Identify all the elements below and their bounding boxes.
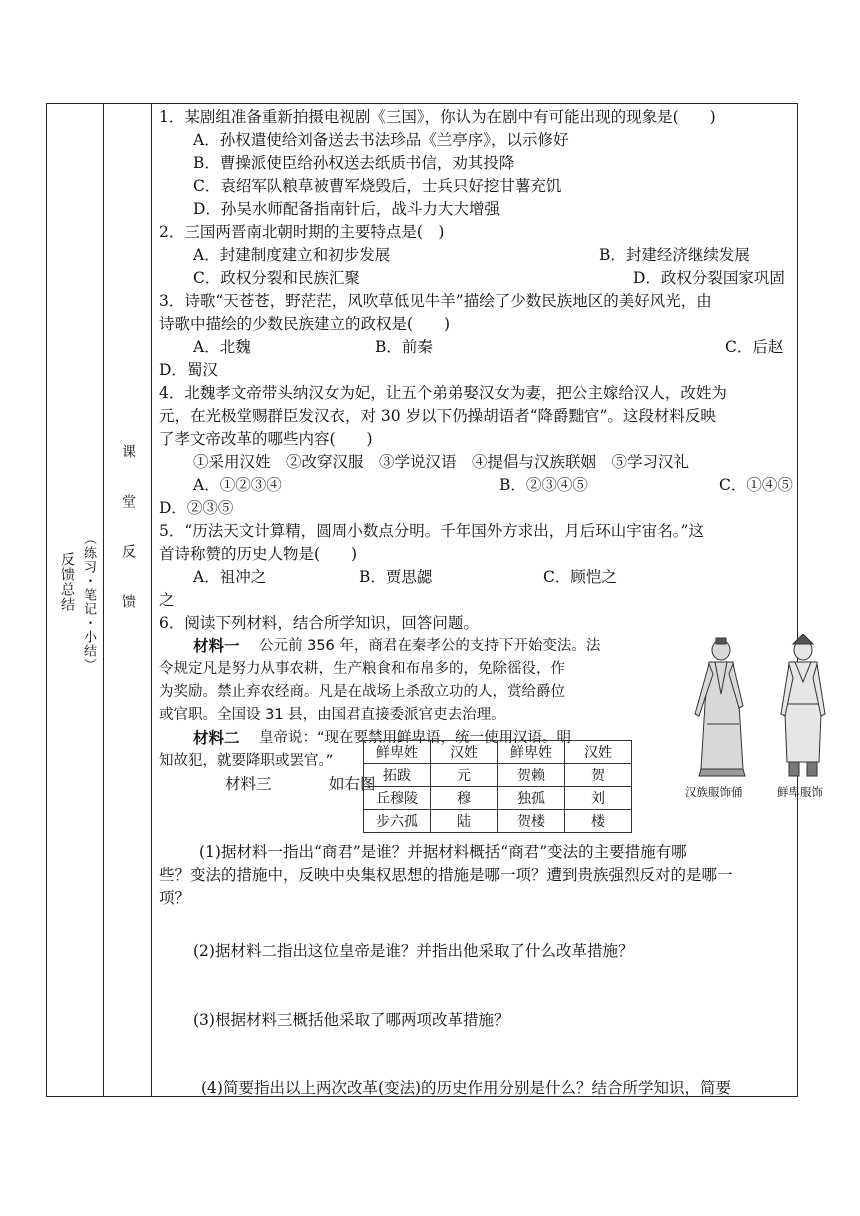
material1-line4: 或官职。全国设 31 县，由国君直接委派官吏去治理。 [159,707,506,723]
q4-line2: 元，在光极堂赐群臣发汉衣，对 30 岁以下仍操胡语者“降爵黜官”。这段材料反映 [159,407,716,425]
subquestion-4: (4)简要指出以上两次改革(变法)的历史作用分别是什么？结合所学知识，简要 [201,1079,732,1097]
table-cell: 穆 [431,787,498,810]
subquestion-1-line3: 项？ [159,889,191,907]
q6-stem: 6．阅读下列材料，结合所学知识，回答问题。 [159,614,479,632]
table-header-cell: 鲜卑姓 [498,741,565,764]
q3-option-b: B．前秦 [375,338,433,356]
table-cell: 贺楼 [498,810,565,833]
table-cell: 贺 [565,764,632,787]
q3-option-a: A．北魏 [193,338,251,356]
q4-line1: 4．北魏孝文帝带头纳汉女为妃，让五个弟弟娶汉女为妻，把公主嫁给汉人，改姓为 [159,384,727,402]
table-cell: 贺赖 [498,764,565,787]
q3-option-d: D．蜀汉 [159,361,218,379]
q3-line1: 3．诗歌“天苍苍，野茫茫，风吹草低见牛羊”描绘了少数民族地区的美好风光，由 [159,292,712,310]
q4-items: ①采用汉姓 ②改穿汉服 ③学说汉语 ④提倡与汉族联姻 ⑤学习汉礼 [193,453,690,471]
table-cell: 陆 [431,810,498,833]
surname-table [363,740,632,833]
table-header-cell: 鲜卑姓 [364,741,431,764]
q2-option-c: C．政权分裂和民族汇聚 [193,269,360,287]
table-row [364,787,632,810]
table-cell: 刘 [565,787,632,810]
table-cell: 丘穆陵 [364,787,431,810]
figure-caption-xianbei: 鲜卑服饰 [777,785,823,799]
q2-option-b: B．封建经济继续发展 [599,246,750,264]
subquestion-3: (3)根据材料三概括他采取了哪两项改革措施？ [193,1011,510,1029]
material1-line2: 令规定凡是努力从事农耕，生产粮食和布帛多的，免除徭役，作 [159,661,565,677]
q5-option-a: A．祖冲之 [193,568,267,586]
table-header-cell: 汉姓 [565,741,632,764]
middle-column-label: 课堂反馈 [120,444,136,644]
q5-line2: 首诗称赞的历史人物是( ) [159,545,358,563]
q3-line2: 诗歌中描绘的少数民族建立的政权是( ) [159,315,451,333]
table-cell: 独孤 [498,787,565,810]
material3-title: 材料三 [225,775,272,793]
q3-option-c: C．后赵 [725,338,784,356]
table-row [364,764,632,787]
q1-stem: 1．某剧组准备重新拍摄电视剧《三国》，你认为在剧中有可能出现的现象是( ) [159,108,716,126]
table-cell: 元 [431,764,498,787]
q4-line3: 了孝文帝改革的哪些内容( ) [159,430,373,448]
han-costume-figure [695,638,745,776]
figure-caption-han: 汉族服饰俑 [685,785,743,799]
q2-stem: 2．三国两晋南北朝时期的主要特点是( ) [159,223,445,241]
middle-column [103,104,152,1096]
q5-option-c: C．顾恺之 [543,568,617,586]
xianbei-costume-figure [781,634,825,776]
table-header-cell: 汉姓 [431,741,498,764]
subquestion-1-line1: (1)据材料一指出“商君”是谁？并据材料概括“商君”变法的主要措施有哪 [199,843,687,861]
q5-option-d-tail: 之 [159,591,175,609]
table-header-row [364,741,632,764]
costume-figures-illustration [685,634,845,804]
material1-line3: 为奖励。禁止弃农经商。凡是在战场上杀敌立功的人，赏给爵位 [159,684,565,700]
subquestion-2: (2)据材料二指出这位皇帝是谁？并指出他采取了什么改革措施？ [193,942,634,960]
q1-option-b: B．曹操派使臣给孙权送去纸质书信，劝其投降 [193,154,515,172]
figures-drawing [685,634,845,784]
table-cell: 楼 [565,810,632,833]
material3-text: 如右图 [329,775,376,793]
q1-option-a: A．孙权遣使给刘备送去书法珍品《兰亭序》，以示修好 [193,131,569,149]
material1-title: 材料一 [193,636,240,655]
q4-option-a: A．①②③④ [193,476,282,494]
material2-title: 材料二 [193,728,240,747]
q5-line1: 5．“历法天文计算精，圆周小数点分明。千年国外方求出，月后环山宇宙名。”这 [159,522,704,540]
q5-option-b: B．贾思勰 [359,568,433,586]
table-cell: 拓跋 [364,764,431,787]
q1-option-c: C．袁绍军队粮草被曹军烧毁后，士兵只好挖甘薯充饥 [193,177,562,195]
subquestion-1-line2: 些？变法的措施中，反映中央集权思想的措施是哪一项？遭到贵族强烈反对的是哪一 [159,866,733,884]
material1-line1: 公元前 356 年，商君在秦孝公的支持下开始变法。法 [259,638,601,654]
table-row [364,810,632,833]
material2-line1: 皇帝说：“现在要禁用鲜卑语，统一使用汉语。明 [259,730,572,746]
left-column-label: 反馈总结 [59,552,75,612]
material2-line2: 知故犯，就要降职或罢官。” [159,753,334,769]
q4-option-b: B．②③④⑤ [499,476,588,494]
q4-option-d: D．②③⑤ [159,499,234,517]
q4-option-c: C．①④⑤ [719,476,793,494]
q2-option-a: A．封建制度建立和初步发展 [193,246,391,264]
q2-option-d: D．政权分裂国家巩固 [633,269,785,287]
left-column [47,104,104,1096]
q1-option-d: D．孙吴水师配备指南针后，战斗力大大增强 [193,200,500,218]
worksheet-frame [46,103,823,1097]
table-cell: 步六孤 [364,810,431,833]
left-column-sublabel: （练习・笔记・小结） [81,532,96,672]
